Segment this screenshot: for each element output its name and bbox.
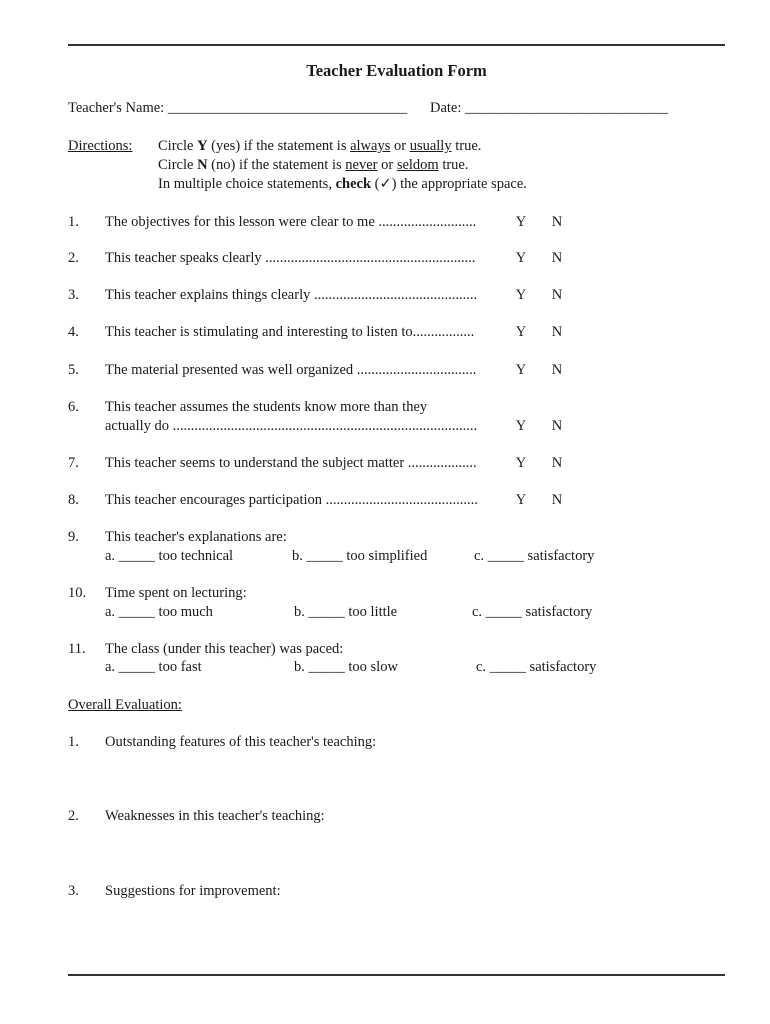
answer-no[interactable]: N [551, 362, 563, 378]
overall-item-text: Weaknesses in this teacher's teaching: [105, 808, 325, 824]
question-number: 1. [68, 214, 79, 230]
question-text: This teacher seems to understand the subject matter ................... [105, 455, 477, 471]
answer-yes[interactable]: Y [515, 455, 527, 471]
choice-b[interactable]: b. _____ too little [294, 604, 398, 620]
teacher-name-field[interactable]: Teacher's Name: _________________________________ [68, 100, 408, 116]
question-text: Time spent on lecturing: [105, 585, 247, 601]
answer-yes[interactable]: Y [515, 418, 527, 434]
question-text: This teacher explains things clearly ............................................. [105, 287, 478, 303]
question-number: 2. [68, 250, 79, 266]
choice-b[interactable]: b. _____ too simplified [292, 548, 428, 564]
choice-c[interactable]: c. _____ satisfactory [476, 659, 597, 675]
question-number: 3. [68, 287, 79, 303]
choice-a[interactable]: a. _____ too fast [105, 659, 202, 675]
question-text: This teacher encourages participation .......................................... [105, 492, 478, 508]
question-text-continued: actually do .................................................................................... [105, 418, 478, 434]
directions-line-1: Circle Y (yes) if the statement is always or usually true. [158, 138, 482, 154]
overall-item-text: Outstanding features of this teacher's teaching: [105, 734, 377, 750]
answer-no[interactable]: N [551, 214, 563, 230]
date-field[interactable]: Date: ____________________________ [430, 100, 669, 116]
answer-yes[interactable]: Y [515, 362, 527, 378]
choice-b[interactable]: b. _____ too slow [294, 659, 398, 675]
answer-no[interactable]: N [551, 324, 563, 340]
question-text: This teacher assumes the students know more than they [105, 399, 428, 415]
form-title: Teacher Evaluation Form [306, 61, 487, 80]
question-number: 10. [68, 585, 87, 601]
question-number: 11. [68, 641, 86, 657]
answer-no[interactable]: N [551, 492, 563, 508]
question-number: 8. [68, 492, 79, 508]
question-number: 7. [68, 455, 79, 471]
question-number: 4. [68, 324, 79, 340]
answer-yes[interactable]: Y [515, 492, 527, 508]
question-text: This teacher speaks clearly .......................................................... [105, 250, 476, 266]
overall-item-number: 2. [68, 808, 79, 824]
answer-yes[interactable]: Y [515, 214, 527, 230]
answer-no[interactable]: N [551, 455, 563, 471]
question-text: The material presented was well organized ................................. [105, 362, 477, 378]
answer-no[interactable]: N [551, 418, 563, 434]
question-text: This teacher's explanations are: [105, 529, 287, 545]
answer-yes[interactable]: Y [515, 287, 527, 303]
question-text: The objectives for this lesson were clear to me ........................... [105, 214, 477, 230]
overall-item-number: 1. [68, 734, 79, 750]
choice-c[interactable]: c. _____ satisfactory [472, 604, 593, 620]
overall-evaluation-heading: Overall Evaluation: [68, 697, 182, 713]
directions-label: Directions: [68, 138, 133, 154]
question-text: This teacher is stimulating and interesting to listen to................. [105, 324, 475, 340]
top-rule [68, 44, 725, 46]
answer-yes[interactable]: Y [515, 324, 527, 340]
answer-yes[interactable]: Y [515, 250, 527, 266]
question-number: 9. [68, 529, 79, 545]
question-text: The class (under this teacher) was paced: [105, 641, 344, 657]
overall-item-number: 3. [68, 883, 79, 899]
overall-item-text: Suggestions for improvement: [105, 883, 281, 899]
directions-line-2: Circle N (no) if the statement is never or seldom true. [158, 157, 469, 173]
directions-line-3: In multiple choice statements, check (✓) the appropriate space. [158, 176, 527, 192]
choice-a[interactable]: a. _____ too technical [105, 548, 234, 564]
bottom-rule [68, 974, 725, 976]
answer-no[interactable]: N [551, 287, 563, 303]
choice-c[interactable]: c. _____ satisfactory [474, 548, 595, 564]
question-number: 5. [68, 362, 79, 378]
answer-no[interactable]: N [551, 250, 563, 266]
question-number: 6. [68, 399, 79, 415]
choice-a[interactable]: a. _____ too much [105, 604, 213, 620]
